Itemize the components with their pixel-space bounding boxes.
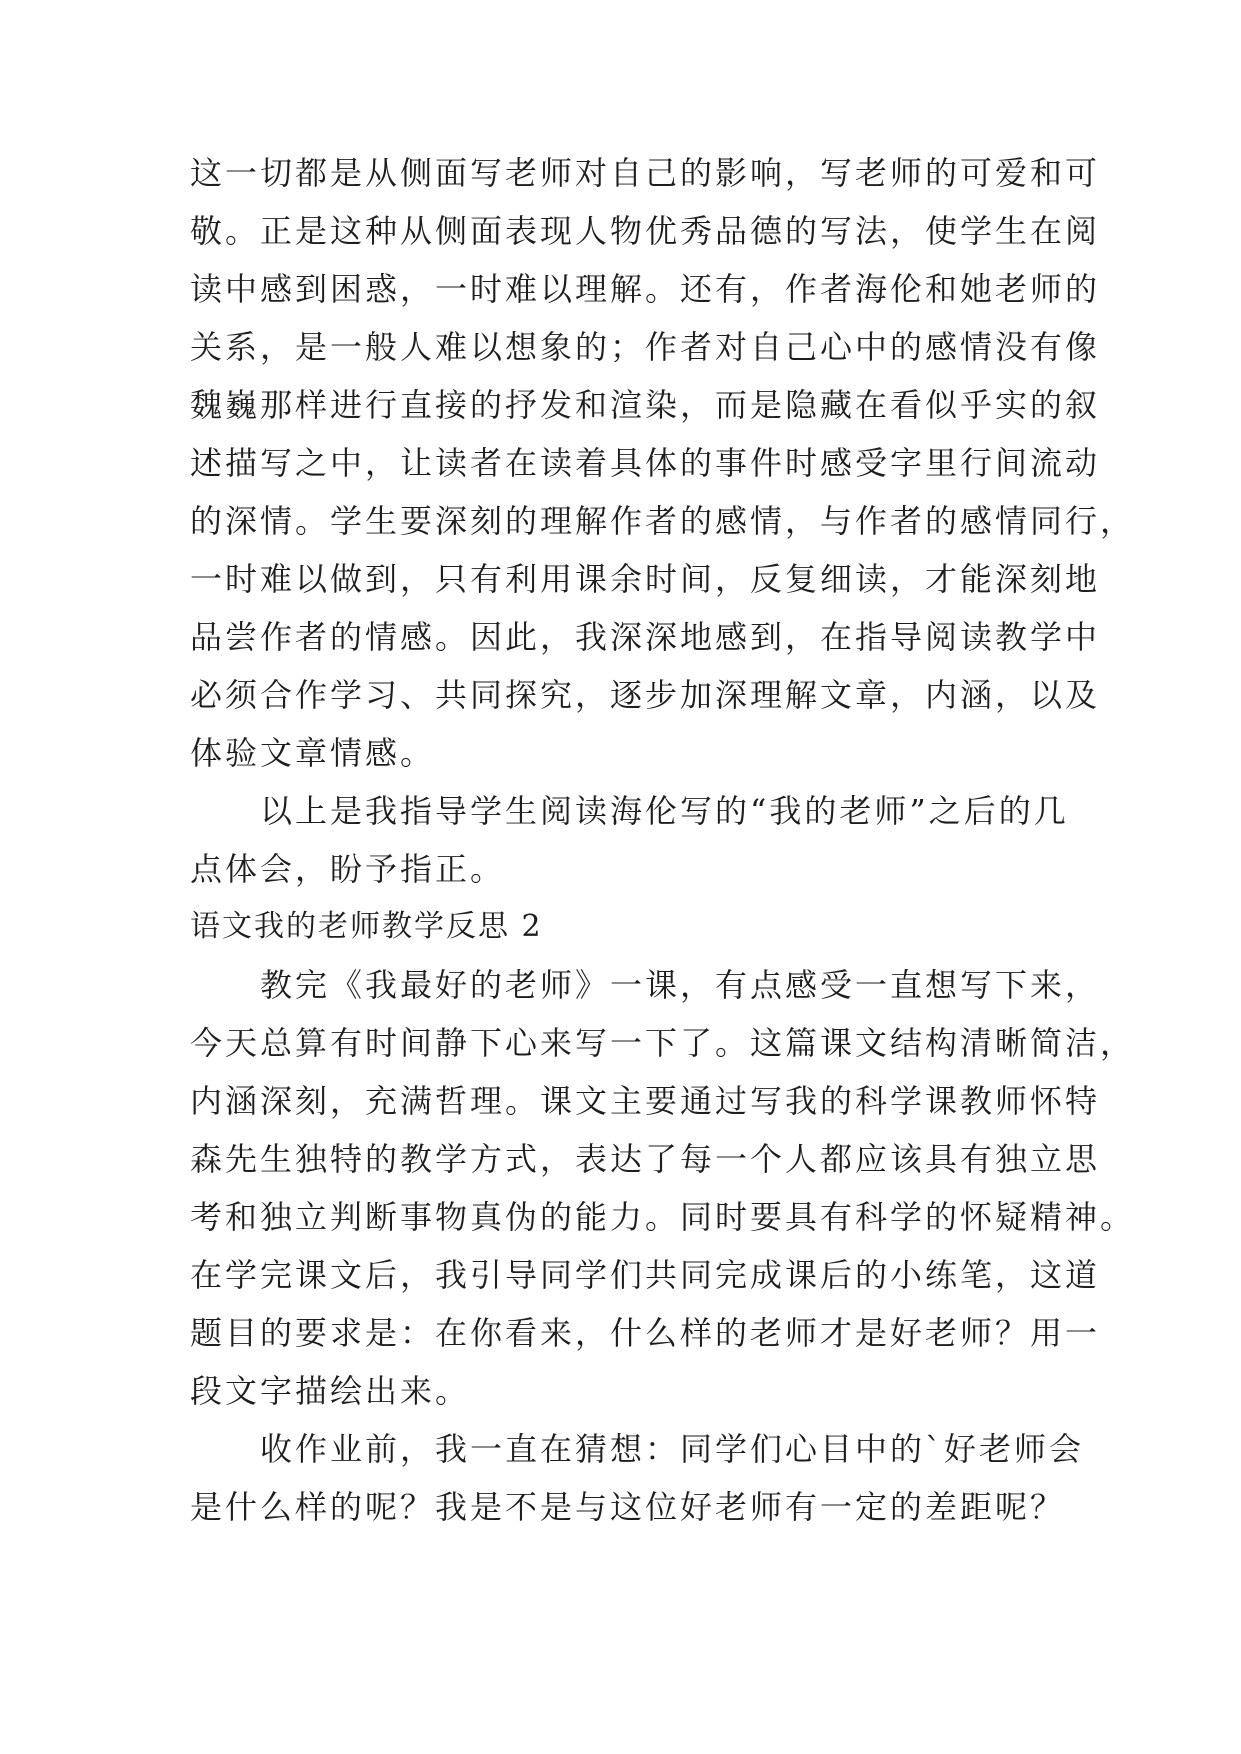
section-heading	[190, 898, 1052, 956]
text-line: 体验文章情感。	[190, 734, 436, 772]
text-line: 敬。正是这种从侧面表现人物优秀品德的写法，使学生在阅	[190, 212, 1101, 250]
text-line: 点体会，盼予指正。	[190, 850, 506, 888]
text-line: 必须合作学习、共同探究，逐步加深理解文章，内涵，以及	[190, 676, 1101, 714]
text-line: 魏巍那样进行直接的抒发和渲染，而是隐藏在看似乎实的叙	[190, 386, 1101, 424]
text-line: 题目的要求是：在你看来，什么样的老师才是好老师？用一	[190, 1314, 1101, 1352]
paragraph	[190, 956, 1136, 1420]
text-line: 内涵深刻，充满哲理。课文主要通过写我的科学课教师怀特	[190, 1082, 1101, 1120]
text-line: 一时难以做到，只有利用课余时间，反复细读，才能深刻地	[190, 560, 1101, 598]
text-line: 的深情。学生要深刻的理解作者的感情，与作者的感情同行，	[190, 502, 1136, 540]
paragraph	[190, 1420, 1085, 1536]
text-line: 是什么样的呢？我是不是与这位好老师有一定的差距呢？	[190, 1488, 1066, 1526]
text-line: 在学完课文后，我引导同学们共同完成课后的小练笔，这道	[190, 1256, 1101, 1294]
heading-text: 语文我的老师教学反思 2	[190, 909, 543, 944]
document-body	[190, 144, 1136, 1536]
paragraph	[190, 144, 1136, 782]
text-line: 读中感到困惑，一时难以理解。还有，作者海伦和她老师的	[190, 270, 1101, 308]
text-line: 今天总算有时间静下心来写一下了。这篇课文结构清晰简洁，	[190, 1024, 1136, 1062]
text-line: 考和独立判断事物真伪的能力。同时要具有科学的怀疑精神。	[190, 1198, 1136, 1236]
text-line: 述描写之中，让读者在读着具体的事件时感受字里行间流动	[190, 444, 1101, 482]
text-line: 这一切都是从侧面写老师对自己的影响，写老师的可爱和可	[190, 154, 1101, 192]
text-line: 段文字描绘出来。	[190, 1372, 471, 1410]
text-line: 教完《我最好的老师》一课，有点感受一直想写下来，	[260, 966, 1101, 1004]
text-line: 品尝作者的情感。因此，我深深地感到，在指导阅读教学中	[190, 618, 1101, 656]
text-line: 收作业前，我一直在猜想：同学们心目中的`好老师会	[260, 1430, 1085, 1468]
text-line: 以上是我指导学生阅读海伦写的“我的老师”之后的几	[260, 792, 1069, 830]
paragraph	[190, 782, 1069, 898]
text-line: 森先生独特的教学方式，表达了每一个人都应该具有独立思	[190, 1140, 1101, 1178]
text-line: 关系，是一般人难以想象的；作者对自己心中的感情没有像	[190, 328, 1101, 366]
